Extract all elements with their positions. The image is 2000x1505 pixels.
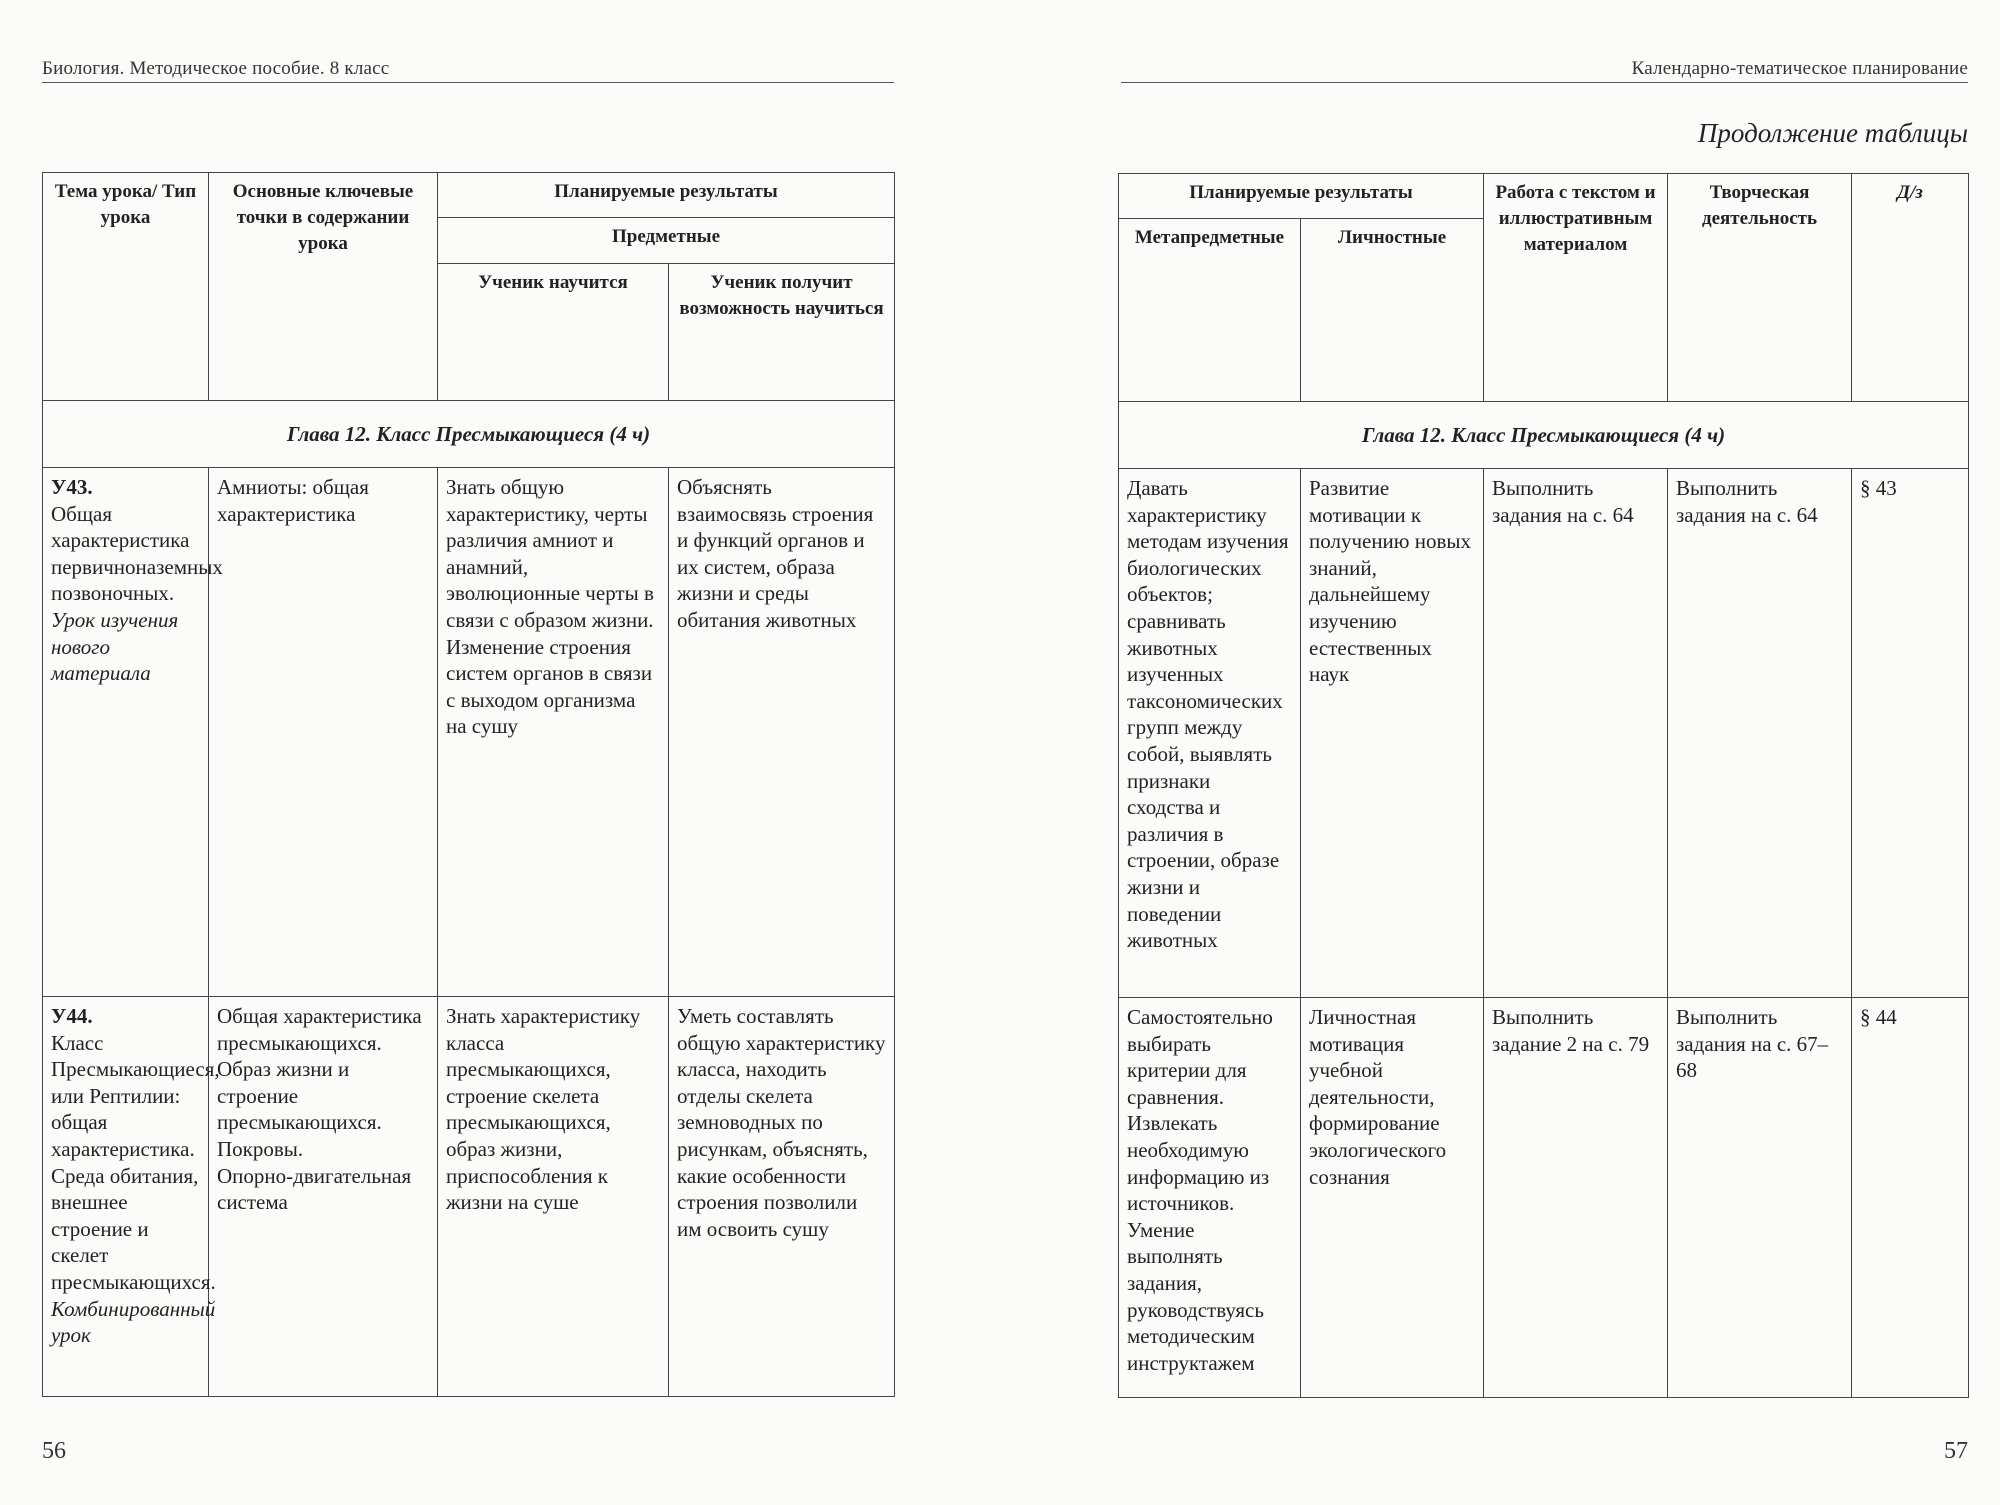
lesson-type: Урок изучения нового материала — [51, 607, 179, 686]
table-row — [43, 997, 895, 1397]
text-work-cell: Выполнить задания на с. 64 — [1484, 469, 1668, 998]
personal-cell: Развитие мотивации к получению новых знаний, дальнейшему изучению естественных наук — [1301, 469, 1484, 998]
page-number-right: 57 — [1944, 1438, 1968, 1464]
key-points-cell — [209, 997, 438, 1397]
lesson-plan-table-right — [1118, 173, 1969, 1398]
lesson-type: Комбинированный урок — [51, 1296, 216, 1348]
key-point: Амниоты: общая характеристика — [217, 475, 369, 526]
header-planned-results: Планируемые результаты — [1119, 174, 1484, 219]
head-rule-left — [42, 82, 894, 83]
will-learn-cell: Знать характеристику класса пресмыкающихся, строение скелета пресмыкающихся, образ жизни, приспособления к жизни на суше — [438, 997, 669, 1397]
header-meta: Метапредметные — [1119, 219, 1301, 402]
lesson-topic: Класс Пресмыкающиеся, или Рептилии: общая характеристика. Среда обитания, внешнее строение и скелет пресмыкающихся. — [51, 1030, 220, 1294]
header-subject: Предметные — [438, 218, 895, 264]
lesson-topic-cell — [43, 997, 220, 1397]
will-learn-cell: Знать общую характеристику, черты различия амниот и анамний, эволюционные черты в связи с образом жизни. Изменение строения систем органов в связи с выходом организма на сушу — [438, 468, 669, 997]
lesson-code: У44. — [51, 1004, 93, 1028]
right-page — [1000, 0, 2000, 1505]
table-row — [1119, 469, 1969, 998]
header-creative: Творческая деятельность — [1668, 174, 1852, 402]
header-homework: Д/з — [1852, 174, 1969, 402]
key-points-cell — [209, 468, 438, 997]
creative-cell: Выполнить задания на с. 67–68 — [1668, 998, 1852, 1398]
chapter-title-right: Глава 12. Класс Пресмыкающиеся (4 ч) — [1119, 402, 1969, 469]
personal-cell: Личностная мотивация учебной деятельности, формирование экологического сознания — [1301, 998, 1484, 1398]
lesson-topic: Общая характеристика первичноназемных позвоночных. — [51, 501, 223, 606]
may-learn-cell: Уметь составлять общую характеристику класса, находить отделы скелета земноводных по рисункам, объяснять, какие особенности строения позволили им освоить сушу — [669, 997, 895, 1397]
header-key-points: Основные ключевые точки в содержании урока — [209, 173, 438, 401]
meta-cell: Самостоятельно выбирать критерии для сравнения. Извлекать необходимую информацию из источников. Умение выполнять задания, руководствуясь методическим инструктажем — [1119, 998, 1301, 1398]
key-point: Общая характеристика пресмыкающихся. — [217, 1004, 422, 1055]
key-point: Образ жизни и строение пресмыкающихся. — [217, 1057, 382, 1135]
running-head-left: Биология. Методическое пособие. 8 класс — [42, 58, 390, 79]
header-may-learn: Ученик получит возможность научиться — [669, 264, 895, 401]
head-rule-right — [1121, 82, 1968, 83]
header-planned-results: Планируемые результаты — [438, 173, 895, 218]
homework-cell: § 43 — [1852, 469, 1969, 998]
creative-cell: Выполнить задания на с. 64 — [1668, 469, 1852, 998]
continuation-label: Продолжение таблицы — [1697, 118, 1968, 148]
lesson-topic-cell — [43, 468, 223, 997]
key-point: Покровы. — [217, 1136, 304, 1161]
lesson-plan-table-left — [42, 172, 895, 1397]
homework-cell: § 44 — [1852, 998, 1969, 1398]
may-learn-cell: Объяснять взаимосвязь строения и функций органов и их систем, образа жизни и среды обитания животных — [669, 468, 895, 997]
table-row — [43, 468, 895, 997]
header-text-work: Работа с текстом и иллюстративным материалом — [1484, 174, 1668, 402]
table-row — [1119, 998, 1969, 1398]
header-topic: Тема урока/ Тип урока — [43, 173, 209, 401]
key-point: Опорно-двигательная система — [217, 1163, 412, 1215]
meta-cell: Давать характеристику методам изучения биологических объектов; сравнивать животных изученных таксономических групп между собой, выявлять признаки сходства и различия в строении, образе жизни и поведении животных — [1119, 469, 1301, 998]
running-head-right: Календарно-тематическое планирование — [1631, 58, 1968, 79]
header-will-learn: Ученик научится — [438, 264, 669, 401]
page-number-left: 56 — [42, 1438, 66, 1464]
header-personal: Личностные — [1301, 219, 1484, 402]
chapter-title-left: Глава 12. Класс Пресмыкающиеся (4 ч) — [43, 401, 895, 468]
text-work-cell: Выполнить задание 2 на с. 79 — [1484, 998, 1668, 1398]
lesson-code: У43. — [51, 475, 93, 499]
